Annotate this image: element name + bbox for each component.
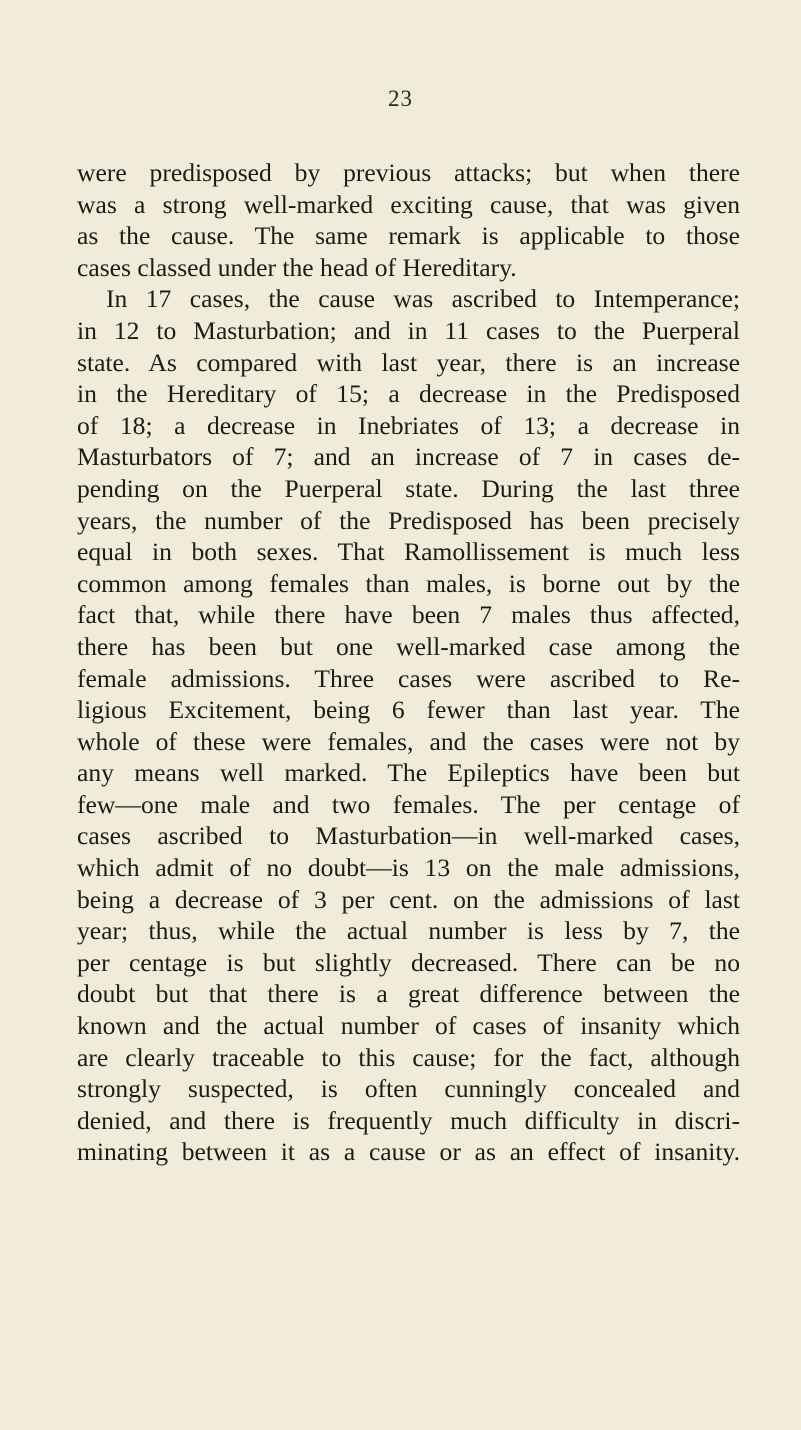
text-line: whole of these were females, and the cases were not by bbox=[77, 726, 740, 756]
body-text bbox=[77, 157, 740, 1168]
text-line: as the cause. The same remark is applicable to those bbox=[77, 221, 740, 251]
text-line: being a decrease of 3 per cent. on the admissions of last bbox=[77, 884, 740, 914]
text-line: in 12 to Masturbation; and in 11 cases to the Puerperal bbox=[77, 315, 740, 345]
text-line: pending on the Puerperal state. During the last three bbox=[77, 473, 740, 503]
text-line: years, the number of the Predisposed has been precisely bbox=[77, 505, 740, 535]
text-line: female admissions. Three cases were ascribed to Re- bbox=[77, 663, 740, 693]
text-line: state. As compared with last year, there is an increase bbox=[77, 347, 740, 377]
text-line: were predisposed by previous attacks; but when there bbox=[77, 158, 740, 187]
text-line: In 17 cases, the cause was ascribed to Intemperance; bbox=[106, 284, 740, 314]
text-line: strongly suspected, is often cunningly concealed and bbox=[77, 1074, 740, 1104]
text-line: per centage is but slightly decreased. There can be no bbox=[77, 947, 740, 977]
text-line: there has been but one well-marked case among the bbox=[77, 631, 740, 661]
text-line: ligious Excitement, being 6 fewer than last year. The bbox=[77, 695, 740, 725]
text-line: doubt but that there is a great difference between the bbox=[77, 979, 740, 1009]
text-line: minating between it as a cause or as an effect of insanity. bbox=[77, 1137, 740, 1167]
text-line: are clearly traceable to this cause; for the fact, although bbox=[77, 1042, 740, 1072]
text-line: in the Hereditary of 15; a decrease in the Predisposed bbox=[77, 379, 740, 409]
text-line: fact that, while there have been 7 males thus affected, bbox=[77, 600, 740, 630]
text-line: cases classed under the head of Hereditary. bbox=[77, 252, 517, 282]
text-line: was a strong well-marked exciting cause, that was given bbox=[77, 189, 740, 219]
text-line: of 18; a decrease in Inebriates of 13; a decrease in bbox=[77, 410, 740, 440]
text-line: year; thus, while the actual number is less by 7, the bbox=[77, 916, 740, 946]
text-line: few—one male and two females. The per centage of bbox=[77, 789, 740, 819]
text-line: common among females than males, is borne out by the bbox=[77, 568, 740, 598]
text-line: which admit of no doubt—is 13 on the male admissions, bbox=[77, 853, 740, 883]
text-line: denied, and there is frequently much difficulty in discri- bbox=[77, 1105, 740, 1135]
text-line: equal in both sexes. That Ramollissement is much less bbox=[77, 537, 740, 567]
text-line: any means well marked. The Epileptics have been but bbox=[77, 758, 740, 788]
text-line: known and the actual number of cases of insanity which bbox=[77, 1011, 740, 1041]
text-line: cases ascribed to Masturbation—in well-marked cases, bbox=[77, 821, 740, 851]
page-number: 23 bbox=[388, 86, 413, 111]
text-line: Masturbators of 7; and an increase of 7 in cases de- bbox=[77, 442, 740, 472]
